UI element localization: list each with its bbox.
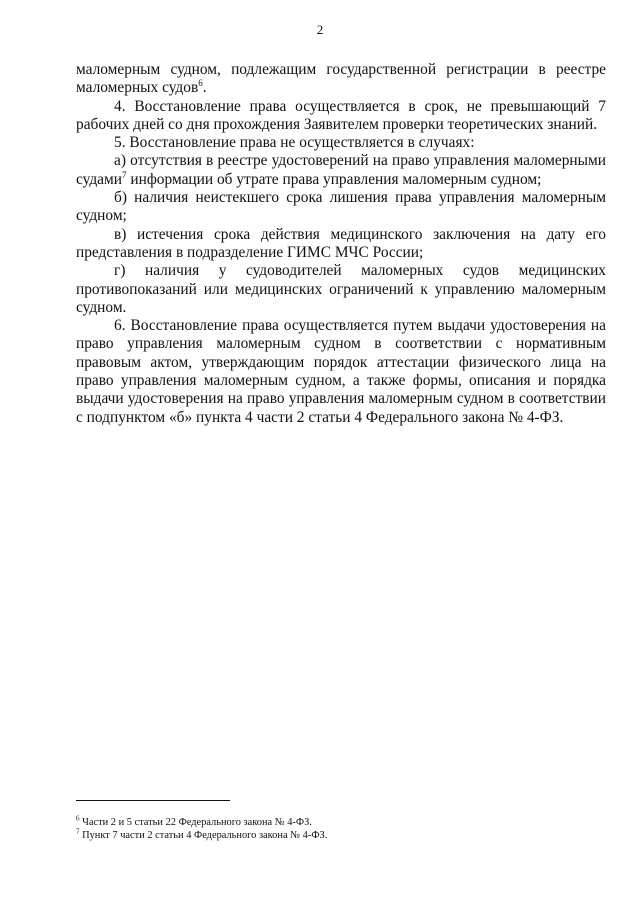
paragraph-text: маломерным судном, подлежащим государственной регистрации в реестре маломерных судов (76, 61, 606, 97)
page-number: 2 (316, 22, 324, 37)
footnote-ref-7: 7 (122, 169, 127, 180)
paragraph-tail: . (202, 79, 207, 97)
paragraph-item-5: 5. Восстановление права не осуществляется в случаях: (114, 134, 475, 152)
footnote-separator (76, 800, 230, 801)
subitem-b: б) наличия неистекшего срока лишения права управления маломерным судном; (76, 189, 606, 225)
paragraph-continuation (76, 61, 606, 98)
footnote-mark: 6 (76, 814, 80, 823)
subitem-a-text: а) отсутствия в реестре удостоверений на право управления маломерными судами (76, 152, 606, 188)
paragraph-item-6: 6. Восстановление права осуществляется путем выдачи удостоверения на право управления маломерным судном в соответствии с нормативным правовым актом, утверждающим порядок аттестации физического лица на право управления маломерным судном, а также формы, описания и порядка выдачи удостоверения на право управления маломерным судном в соответствии с подпунктом «б» пункта 4 части 2 статьи 4 Федерального закона № 4-ФЗ. (76, 317, 606, 426)
footnote-6 (76, 816, 606, 829)
footnote-ref-6: 6 (198, 78, 203, 89)
subitem-v: в) истечения срока действия медицинского заключения на дату его представления в подразделение ГИМС МЧС России; (76, 225, 606, 261)
footnotes (76, 816, 606, 842)
document-body (76, 61, 606, 427)
subitem-g: г) наличия у судоводителей маломерных судов медицинских противопоказаний или медицинских ограничений к управлению маломерным судном. (76, 262, 606, 316)
footnote-mark: 7 (76, 827, 80, 836)
subitem-a (76, 152, 606, 189)
paragraph-item-4: 4. Восстановление права осуществляется в срок, не превышающий 7 рабочих дней со дня прохождения Заявителем проверки теоретических знаний. (76, 97, 606, 133)
footnote-7 (76, 829, 606, 842)
footnote-text: Части 2 и 5 статьи 22 Федерального закона № 4-ФЗ. (79, 817, 312, 828)
footnote-text: Пункт 7 части 2 статьи 4 Федерального закона № 4-ФЗ. (79, 830, 328, 841)
subitem-a-text-after: информации об утрате права управления маломерным судном; (126, 170, 542, 188)
